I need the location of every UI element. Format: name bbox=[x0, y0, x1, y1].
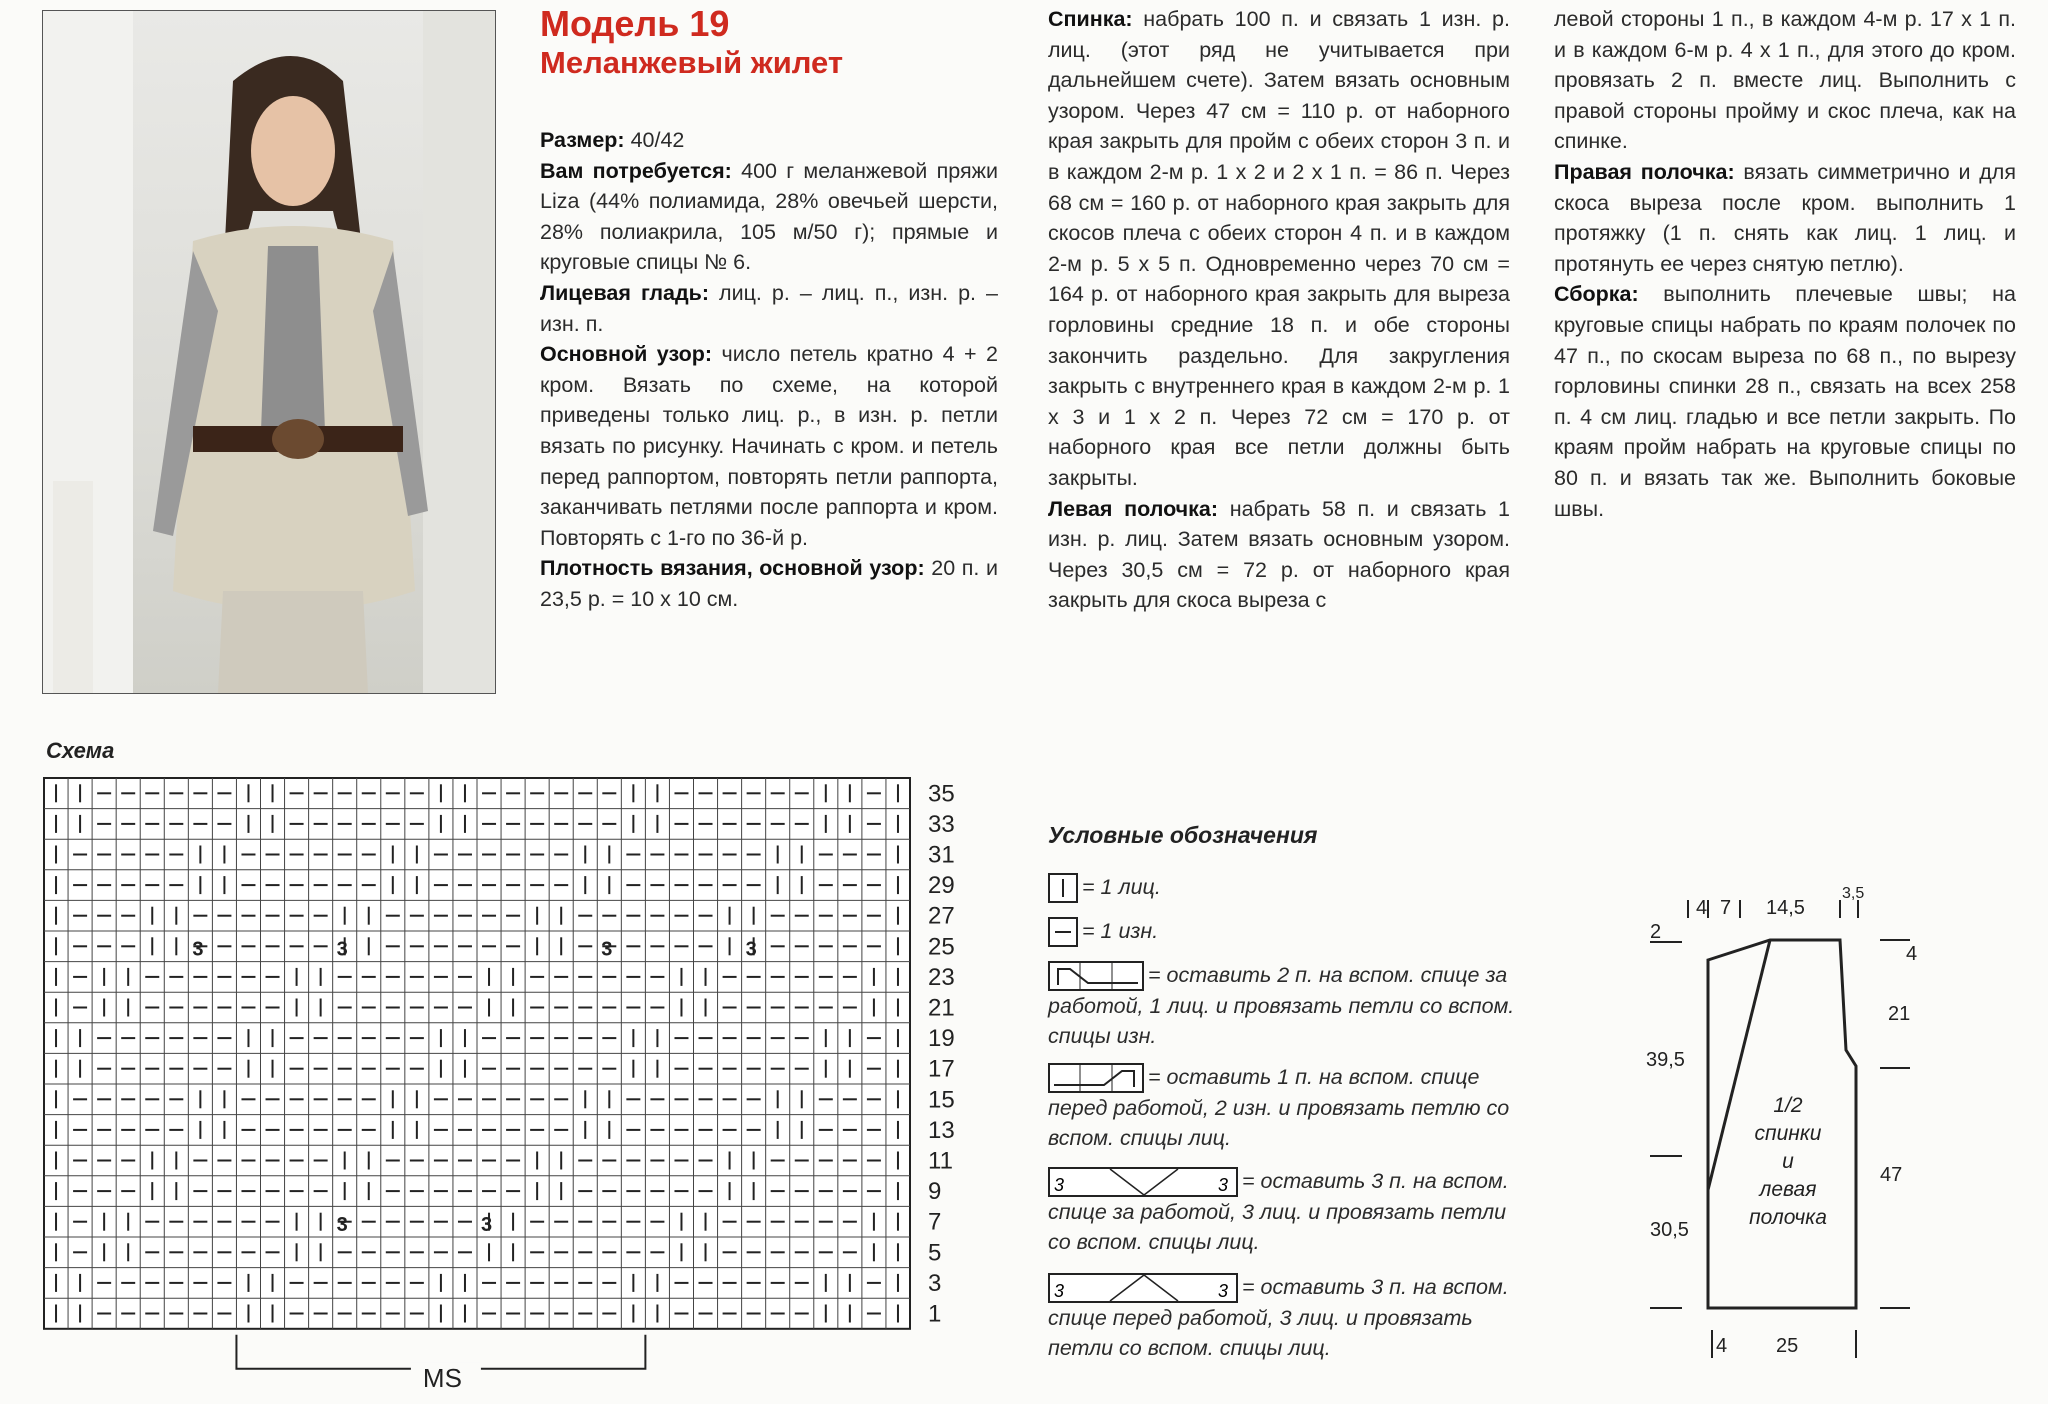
dim-left-2: 30,5 bbox=[1650, 1219, 1689, 1241]
chart-row-number: 23 bbox=[928, 963, 955, 991]
left-front-label: Левая полочка: bbox=[1048, 496, 1219, 521]
chart-row-number: 13 bbox=[928, 1116, 955, 1144]
legend-item-cross-back bbox=[1048, 960, 1516, 1051]
chart-row-number: 3 bbox=[928, 1269, 942, 1297]
legend-text-cross-front: = оставить 1 п. на вспом. спице перед работой, 2 изн. и провязать петлю со вспом. спицы лиц. bbox=[1048, 1065, 1510, 1151]
dim-bottom-1: 25 bbox=[1776, 1335, 1799, 1357]
chart-row-number: 31 bbox=[928, 841, 955, 869]
chart-row-number: 1 bbox=[928, 1300, 942, 1328]
chart-row-number: 11 bbox=[928, 1147, 953, 1175]
model-name: Меланжевый жилет bbox=[540, 45, 844, 80]
legend-text-knit: = 1 лиц. bbox=[1082, 875, 1161, 899]
cable-marker: 3 bbox=[745, 938, 757, 961]
legend-title: Условные обозначения bbox=[1048, 822, 1318, 848]
svg-text:3: 3 bbox=[1218, 1175, 1229, 1196]
dim-right-2: 47 bbox=[1880, 1164, 1903, 1186]
chart-row-number: 35 bbox=[928, 780, 955, 808]
legend-item-knit bbox=[1048, 872, 1516, 903]
chart-row-number: 7 bbox=[928, 1208, 942, 1236]
cable-marker: 3 bbox=[336, 938, 348, 961]
dim-top-2: 14,5 bbox=[1766, 897, 1805, 919]
chart-row-number: 29 bbox=[928, 872, 955, 900]
dim-top-3: 3,5 bbox=[1842, 885, 1865, 902]
right-front-text: вязать симметрично и для скоса выреза после кром. выполнить 1 протяжку (1 п. снять как лиц. 1 лиц. и протянуть ее через снятую петлю). bbox=[1554, 159, 2016, 276]
dim-right-0: 4 bbox=[1906, 943, 1918, 965]
chart-row-number: 9 bbox=[928, 1178, 942, 1206]
chart-row-number: 25 bbox=[928, 933, 955, 961]
stockinette-text: лиц. р. – лиц. п., изн. р. – изн. п. bbox=[540, 280, 998, 336]
legend-text-cable-front: = оставить 3 п. на вспом. спице перед работой, 3 лиц. и провязать петли со вспом. спицы лиц. bbox=[1048, 1275, 1509, 1361]
svg-text:3: 3 bbox=[1218, 1281, 1229, 1302]
gauge-text: 20 п. и 23,5 р. = 10 х 10 см. bbox=[540, 556, 998, 611]
gauge-label: Плотность вязания, основной узор: bbox=[540, 556, 925, 581]
dim-left-0: 2 bbox=[1650, 921, 1662, 943]
schema-label: Схема bbox=[46, 738, 115, 763]
dim-right-1: 21 bbox=[1888, 1003, 1911, 1025]
size-label: Размер: bbox=[540, 128, 625, 152]
piece-label-1: спинки bbox=[1754, 1122, 1822, 1145]
left-front-continued: левой стороны 1 п., в каждом 4-м р. 17 х 1 п. и в каждом 6-м р. 4 х 1 п., для этого до кром. провязать 2 п. вместе лиц. Выполнить с правой стороны пройму и скос плеча, как на спинке. bbox=[1554, 7, 2016, 154]
model-number: Модель 19 bbox=[540, 3, 730, 44]
garment-schematic bbox=[1620, 870, 2040, 1370]
legend-item-cable-front bbox=[1048, 1272, 1516, 1363]
cross-front-symbol-icon bbox=[1048, 1063, 1144, 1093]
svg-text:3: 3 bbox=[1054, 1281, 1065, 1302]
right-front-label: Правая полочка: bbox=[1554, 159, 1735, 184]
piece-label-2: и bbox=[1782, 1150, 1794, 1173]
legend-item-cable-back bbox=[1048, 1166, 1516, 1257]
cable-marker: 3 bbox=[336, 1214, 348, 1236]
assembly-text: выполнить плечевые швы; на круговые спицы набрать по краям полочек по 47 п., по скосам выреза по 68 п., по вырезу горловины спинки 28 п., связать на всех 258 п. 4 см лиц. гладью и все петли закрыть. По краям пройм набрать на круговые спицы по 80 п. и вязать так же. Выполнить боковые швы. bbox=[1554, 282, 2016, 521]
piece-label-3: левая bbox=[1759, 1178, 1817, 1201]
chart-row-number: 21 bbox=[928, 994, 955, 1022]
pattern-label: Основной узор: bbox=[540, 342, 713, 367]
back-label: Спинка: bbox=[1048, 7, 1133, 31]
cross-back-symbol-icon bbox=[1048, 961, 1144, 991]
dim-left-1: 39,5 bbox=[1646, 1049, 1685, 1071]
legend-text-cross-back: = оставить 2 п. на вспом. спице за работой, 1 лиц. и провязать петли со вспом. спицы изн. bbox=[1048, 963, 1515, 1049]
back-text: набрать 100 п. и связать 1 изн. р. лиц. (этот ряд не учитывается при дальнейшем счете). Затем вязать основным узором. Через 47 см = 110 р. от наборного края закрыть для пройм с обеих сторон 3 п. и в каждом 2-м р. 1 х 2 и 2 х 1 п. = 86 п. Через 68 см = 160 р. от наборного края закрыть для скосов плеча с обеих сторон 4 п. и в каждом 2-м р. 5 х 5 п. Одновременно через 70 см = 164 р. от наборного края закрыть для выреза горловины средние 18 п. и обе стороны закончить раздельно. Для закругления закрыть с внутреннего края в каждом 2-м р. 1 х 3 и 1 х 2 п. Через 72 см = 170 р. от наборного края все петли должны быть закрыты. bbox=[1048, 7, 1510, 490]
pattern-text: число петель кратно 4 + 2 кром. Вязать по схеме, на которой приведены только лиц. р., в изн. р. петли вязать по рисунку. Начинать с кром. и петель перед раппортом, повторять петли раппорта, заканчивать петлями после раппорта и кром. Повторять с 1-го по 36-й р. bbox=[540, 342, 998, 550]
knit-symbol-icon bbox=[1048, 873, 1078, 903]
piece-label-0: 1/2 bbox=[1773, 1094, 1803, 1117]
chart-row-number: 5 bbox=[928, 1239, 942, 1267]
cable-marker: 3 bbox=[601, 938, 613, 961]
chart-row-number: 19 bbox=[928, 1025, 955, 1053]
left-front-text: набрать 58 п. и связать 1 изн. р. лиц. Затем вязать основным узором. Через 30,5 см = 72 р. от наборного края закрыть для скоса выреза с bbox=[1048, 496, 1511, 613]
stockinette-label: Лицевая гладь: bbox=[540, 280, 709, 305]
needs-label: Вам потребуется: bbox=[540, 158, 732, 183]
chart-row-number: 27 bbox=[928, 902, 955, 930]
cable-marker: 3 bbox=[192, 938, 204, 961]
needs-text: 400 г меланжевой пряжи Liza (44% полиамида, 28% овечьей шерсти, 28% полиакрила, 105 м/50 г); прямые и круговые спицы № 6. bbox=[540, 158, 998, 275]
svg-text:3: 3 bbox=[1054, 1175, 1065, 1196]
purl-symbol-icon bbox=[1048, 917, 1078, 947]
schematic-neck-slope bbox=[1708, 940, 1770, 1190]
dim-top-1: 7 bbox=[1720, 897, 1732, 919]
cable-front-symbol-icon bbox=[1048, 1273, 1238, 1303]
chart-row-number: 33 bbox=[928, 810, 955, 838]
legend-text-purl: = 1 изн. bbox=[1082, 919, 1159, 943]
chart-row-number: 15 bbox=[928, 1086, 955, 1114]
size-value: 40/42 bbox=[624, 128, 685, 152]
cable-back-symbol-icon bbox=[1048, 1167, 1238, 1197]
repeat-label: MS bbox=[422, 1362, 462, 1393]
legend-item-cross-front bbox=[1048, 1062, 1516, 1153]
cable-marker: 3 bbox=[481, 1214, 493, 1236]
piece-label-4: полочка bbox=[1749, 1206, 1827, 1229]
dim-bottom-0: 4 bbox=[1716, 1335, 1728, 1357]
legend-item-purl bbox=[1048, 916, 1516, 947]
chart-row-number: 17 bbox=[928, 1055, 955, 1083]
dim-top-0: 4 bbox=[1696, 897, 1708, 919]
legend-text-cable-back: = оставить 3 п. на вспом. спице за работой, 3 лиц. и провязать петли со вспом. спицы лиц. bbox=[1048, 1169, 1509, 1255]
assembly-label: Сборка: bbox=[1554, 282, 1639, 307]
